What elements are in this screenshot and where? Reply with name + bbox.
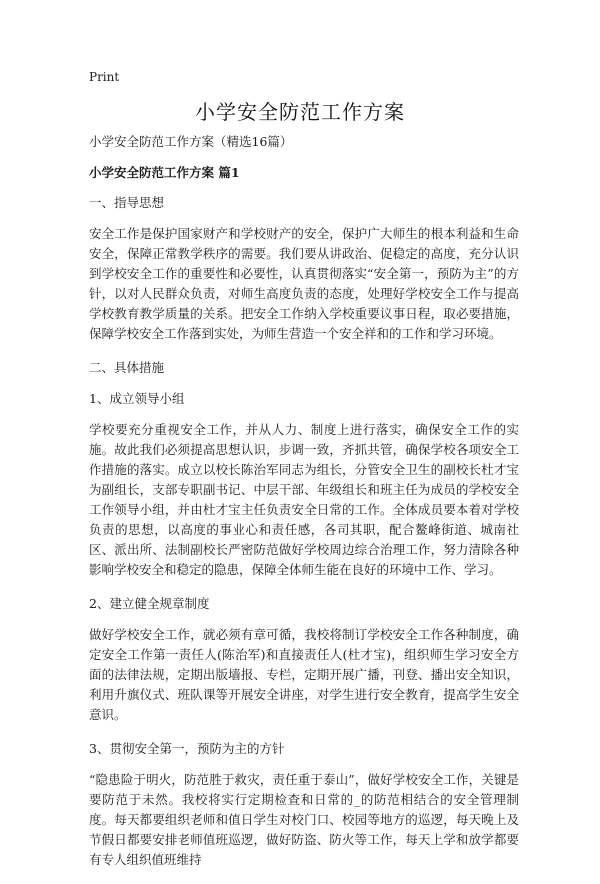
document-content [89, 132, 519, 884]
item-body-rules: 做好学校安全工作，就必须有章可循，我校将制订学校安全工作各种制度，确定安全工作第一责任人(陈治军)和直接责任人(杜才宝)，组织师生学习安全方面的法律法规，定期出版墙报、专栏，定期开展广播，刊登、播出安全知识，利用升旗仪式、班队课等开展安全讲座，对学生进行安全教育，提高学生安全意识。 [89, 627, 519, 722]
item-heading-leadership-group: 1、成立领导小组 [89, 391, 185, 406]
section-body-guiding-ideology: 安全工作是保护国家财产和学校财产的安全，保护广大师生的根本利益和生命安全，保障正常教学秩序的需要。我们要从讲政治、促稳定的高度，充分认识到学校安全工作的重要性和必要性，认真贯彻落实“安全第一，预防为主”的方针，以对人民群众负责，对师生高度负责的态度，处理好学校安全工作与提高学校教育教学质量的关系。把安全工作纳入学校重要议事日程，取必要措施，保障学校安全工作落到实处，为师生营造一个安全祥和的工作和学习环境。 [89, 226, 519, 341]
document-subtitle: 小学安全防范工作方案（精选16篇） [89, 134, 293, 149]
part-heading: 小学安全防范工作方案 篇1 [89, 165, 240, 180]
item-body-leadership-group: 学校要充分重视安全工作，并从人力、制度上进行落实，确保安全工作的实施。故此我们必须提高思想认识，步调一致，齐抓共管，确保学校各项安全工作措施的落实。成立以校长陈治军同志为组长，分管安全卫生的副校长杜才宝为副组长，支部专职副书记、中层干部、年级组长和班主任为成员的学校安全工作领导小组，并由杜才宝主任负责安全日常的工作。全体成员要本着对学校负责的思想，以高度的事业心和责任感，各司其职，配合鳌峰街道、城南社区、派出所、法制副校长严密防范做好学校周边综合治理工作，努力清除各种影响学校安全和稳定的隐患，保障全体师生能在良好的环境中工作、学习。 [89, 422, 519, 577]
section-heading-specific-measures: 二、具体措施 [89, 360, 165, 375]
document-title: 小学安全防范工作方案 [195, 100, 405, 124]
section-heading-guiding-ideology: 一、指导思想 [89, 195, 165, 210]
print-link[interactable]: Print [89, 70, 120, 84]
item-heading-safety-first: 3、贯彻安全第一，预防为主的方针 [89, 741, 285, 756]
item-body-safety-first: “隐患险于明火，防范胜于救灾，责任重于泰山”，做好学校安全工作，关键是要防范于未然。我校将实行定期检查和日常的_的防范相结合的安全管理制度。每天都要组织老师和值日学生对校门口、校园等地方的巡逻，每天晚上及节假日都要安排老师值班巡逻，做好防盗、防火等工作，每天上学和放学都要有专人组织值班维持 [89, 772, 519, 867]
item-heading-rules: 2、建立健全规章制度 [89, 596, 210, 611]
